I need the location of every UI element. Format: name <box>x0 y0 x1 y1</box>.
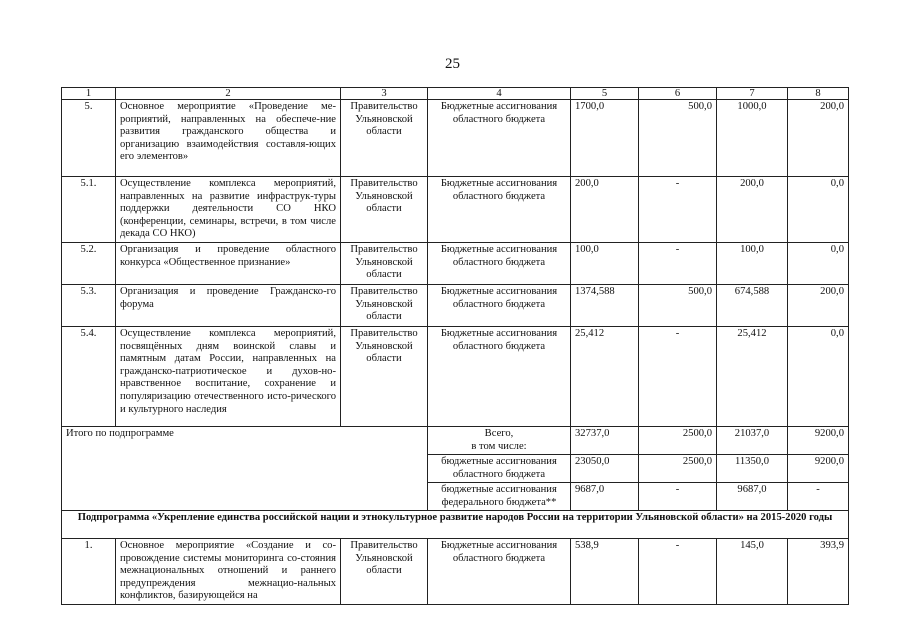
activity-name: Основное мероприятие «Создание и со-провождение системы мониторинга со-стояния межнациональных отношений и раннего предупреждения межнацио-нальных конфликтов, базирующейся на <box>116 539 341 605</box>
total-value-col8: 9200,0 <box>788 455 849 483</box>
value-col7: 1000,0 <box>717 100 788 177</box>
value-col7: 100,0 <box>717 243 788 285</box>
executor: Правительство Ульяновской области <box>341 539 428 605</box>
value-total: 1374,588 <box>571 285 639 327</box>
row-number: 5.3. <box>62 285 116 327</box>
funding-source: Бюджетные ассигнования областного бюджета <box>428 100 571 177</box>
executor: Правительство Ульяновской области <box>341 243 428 285</box>
total-value-col8: - <box>788 483 849 511</box>
funding-source: Бюджетные ассигнования областного бюджета <box>428 285 571 327</box>
value-col6: 500,0 <box>639 100 717 177</box>
activity-name: Основное мероприятие «Проведение ме-роприятий, направленных на обеспече-ние развития гражданского общества и организацию взаимодействия составля-ющих его элементов» <box>116 100 341 177</box>
header-cell: 1 <box>62 88 116 100</box>
header-cell: 4 <box>428 88 571 100</box>
value-col8: 0,0 <box>788 327 849 427</box>
total-value-col7: 11350,0 <box>717 455 788 483</box>
total-source: Всего, в том числе: <box>428 427 571 455</box>
value-col6: - <box>639 177 717 243</box>
value-col6: - <box>639 539 717 605</box>
value-total: 100,0 <box>571 243 639 285</box>
activity-name: Организация и проведение областного конкурса «Общественное признание» <box>116 243 341 285</box>
executor: Правительство Ульяновской области <box>341 100 428 177</box>
row-number: 5. <box>62 100 116 177</box>
header-cell: 3 <box>341 88 428 100</box>
header-row <box>62 88 849 100</box>
header-cell: 6 <box>639 88 717 100</box>
subprogram-row <box>62 511 849 539</box>
total-value-col5: 32737,0 <box>571 427 639 455</box>
value-col6: - <box>639 243 717 285</box>
page-number: 25 <box>445 56 460 72</box>
value-col8: 0,0 <box>788 177 849 243</box>
value-col7: 674,588 <box>717 285 788 327</box>
table-row <box>62 327 849 427</box>
funding-source: Бюджетные ассигнования областного бюджета <box>428 327 571 427</box>
table-row <box>62 539 849 605</box>
total-label: Итого по подпрограмме <box>62 427 428 511</box>
total-value-col5: 23050,0 <box>571 455 639 483</box>
value-col7: 145,0 <box>717 539 788 605</box>
executor: Правительство Ульяновской области <box>341 327 428 427</box>
total-row <box>62 427 849 455</box>
table-row <box>62 243 849 285</box>
header-cell: 7 <box>717 88 788 100</box>
header-cell: 5 <box>571 88 639 100</box>
value-col6: - <box>639 327 717 427</box>
total-value-col7: 21037,0 <box>717 427 788 455</box>
total-value-col8: 9200,0 <box>788 427 849 455</box>
value-total: 25,412 <box>571 327 639 427</box>
activity-name: Организация и проведение Гражданско-го форума <box>116 285 341 327</box>
funding-source: Бюджетные ассигнования областного бюджета <box>428 539 571 605</box>
total-value-col6: 2500,0 <box>639 455 717 483</box>
total-source: бюджетные ассигнования областного бюджета <box>428 455 571 483</box>
total-value-col5: 9687,0 <box>571 483 639 511</box>
funding-source: Бюджетные ассигнования областного бюджета <box>428 177 571 243</box>
value-col6: 500,0 <box>639 285 717 327</box>
table-row <box>62 285 849 327</box>
value-total: 538,9 <box>571 539 639 605</box>
header-cell: 2 <box>116 88 341 100</box>
activity-name: Осуществление комплекса мероприятий, направленных на развитие инфраструк-туры поддержки деятельности СО НКО (конференции, семинары, встречи, в том числе декада СО НКО) <box>116 177 341 243</box>
total-value-col6: - <box>639 483 717 511</box>
funding-source: Бюджетные ассигнования областного бюджета <box>428 243 571 285</box>
row-number: 5.4. <box>62 327 116 427</box>
value-col8: 200,0 <box>788 100 849 177</box>
activity-name: Осуществление комплекса мероприятий, посвящённых дням воинской славы и памятным датам России, направленных на гражданско-патриотическое и духов-но-нравственное воспитание, сохранение и популяризацию отечественного исто-рического и культурного наследия <box>116 327 341 427</box>
value-col7: 200,0 <box>717 177 788 243</box>
value-col8: 200,0 <box>788 285 849 327</box>
table-row <box>62 177 849 243</box>
value-col8: 393,9 <box>788 539 849 605</box>
table-row <box>62 100 849 177</box>
row-number: 1. <box>62 539 116 605</box>
value-total: 200,0 <box>571 177 639 243</box>
value-col7: 25,412 <box>717 327 788 427</box>
executor: Правительство Ульяновской области <box>341 285 428 327</box>
executor: Правительство Ульяновской области <box>341 177 428 243</box>
budget-table <box>61 87 849 605</box>
total-value-col6: 2500,0 <box>639 427 717 455</box>
total-source: бюджетные ассигнования федерального бюджета** <box>428 483 571 511</box>
row-number: 5.2. <box>62 243 116 285</box>
value-total: 1700,0 <box>571 100 639 177</box>
header-cell: 8 <box>788 88 849 100</box>
subprogram-title: Подпрограмма «Укрепление единства российской нации и этнокультурное развитие народов России на территории Ульяновской области» на 2015-2020 годы <box>62 511 849 539</box>
row-number: 5.1. <box>62 177 116 243</box>
value-col8: 0,0 <box>788 243 849 285</box>
total-value-col7: 9687,0 <box>717 483 788 511</box>
